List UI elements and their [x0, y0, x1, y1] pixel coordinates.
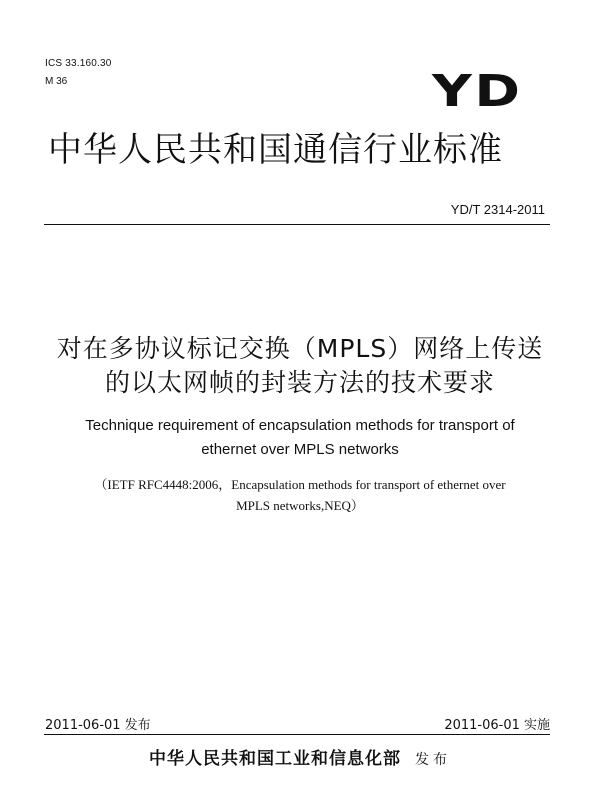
header-divider [44, 224, 550, 225]
yd-logo: YD [432, 66, 523, 117]
chinese-title-line-1: 对在多协议标记交换（MPLS）网络上传送 [56, 334, 544, 363]
ics-code: ICS 33.160.30 [45, 58, 112, 69]
issue-date: 2011-06-01 发布 [45, 718, 151, 733]
publisher-line [0, 744, 600, 769]
english-title-line-2: ethernet over MPLS networks [201, 441, 399, 458]
english-title [0, 414, 600, 462]
publisher-name: 中华人民共和国工业和信息化部 [149, 749, 401, 769]
chinese-title [0, 332, 600, 400]
chinese-title-line-2: 的以太网帧的封装方法的技术要求 [104, 368, 495, 397]
english-title-line-1: Technique requirement of encapsulation methods for transport of [85, 417, 515, 434]
organization-standard-title: 中华人民共和国通信行业标准 [48, 130, 503, 170]
footer-divider [44, 734, 550, 735]
equivalence-note-line-2: MPLS networks,NEQ） [236, 498, 364, 513]
equivalence-note [0, 474, 600, 516]
publish-action: 发布 [415, 752, 451, 768]
standard-number: YD/T 2314-2011 [450, 202, 545, 217]
implementation-date: 2011-06-01 实施 [444, 718, 550, 733]
classification-code: M 36 [45, 76, 68, 87]
equivalence-note-line-1: （IETF RFC4448:2006，Encapsulation methods for transport of ethernet over [94, 477, 506, 492]
